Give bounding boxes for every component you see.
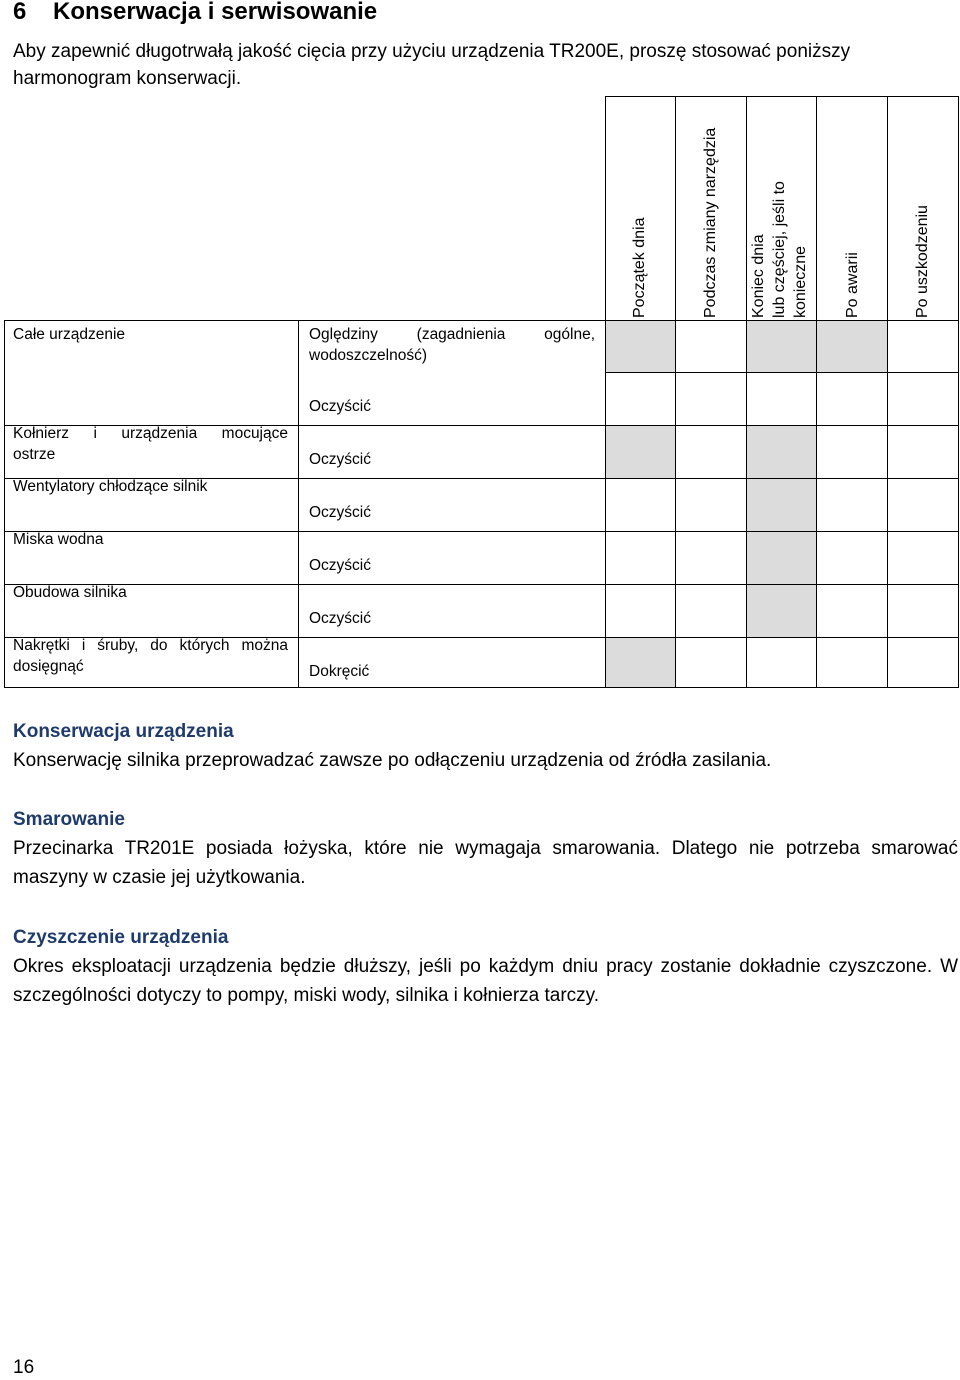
part-wentylatory: Wentylatory chłodzące silnik bbox=[13, 478, 208, 495]
section-smarowanie bbox=[13, 805, 958, 892]
shaded-cell bbox=[746, 478, 816, 531]
part-kolnierz-line2: ostrze bbox=[13, 445, 56, 463]
section-title: Konserwacja i serwisowanie bbox=[53, 0, 378, 25]
section-konserwacja-title: Konserwacja urządzenia bbox=[13, 721, 234, 742]
part-cale-urzadzenie: Całe urządzenie bbox=[13, 326, 126, 343]
part-obudowa-silnika: Obudowa silnika bbox=[13, 584, 127, 601]
action-oczyscic-2: Oczyścić bbox=[309, 451, 371, 468]
action-oczyscic-3: Oczyścić bbox=[309, 504, 371, 521]
section-smarowanie-body: Przecinarka TR201E posiada łożyska, które nie wymagaja smarowania. Dlatego nie potrzeba smarować maszyny w czasie jej użytkowania. bbox=[13, 838, 958, 888]
shaded-cell bbox=[746, 425, 816, 478]
part-kolnierz-line1: Kołnierz i urządzenia mocujące bbox=[13, 425, 288, 442]
shaded-cell bbox=[605, 320, 675, 372]
part-miska-wodna: Miska wodna bbox=[13, 531, 104, 548]
section-konserwacja bbox=[13, 717, 958, 775]
part-kolnierz bbox=[13, 424, 288, 465]
shaded-cell bbox=[746, 531, 816, 584]
section-czyszczenie-body: Okres eksploatacji urządzenia będzie dłuższy, jeśli po każdym dniu pracy zostanie dokładnie czyszczone. W szczególności dotyczy to pompy, miski wody, silnika i kołnierza tarczy. bbox=[13, 956, 958, 1006]
column-header-koniec-dnia-3: konieczne bbox=[792, 245, 809, 318]
section-number: 6 bbox=[13, 0, 27, 25]
maintenance-schedule-table bbox=[4, 0, 960, 700]
section-czyszczenie bbox=[13, 923, 958, 1010]
shaded-cell bbox=[746, 320, 816, 372]
action-ogledziny-line1: Oględziny (zagadnienia ogólne, bbox=[309, 326, 595, 343]
shaded-cell bbox=[746, 584, 816, 637]
column-header-koniec-dnia-1: Koniec dnia bbox=[750, 234, 767, 318]
part-nakretki-line1: Nakrętki i śruby, do których można bbox=[13, 637, 288, 654]
section-czyszczenie-title: Czyszczenie urządzenia bbox=[13, 927, 229, 948]
action-oczyscic-5: Oczyścić bbox=[309, 610, 371, 627]
action-dokrecic: Dokręcić bbox=[309, 663, 370, 680]
action-oczyscic-1: Oczyścić bbox=[309, 398, 371, 415]
action-oczyscic-4: Oczyścić bbox=[309, 557, 371, 574]
shaded-cell bbox=[605, 425, 675, 478]
column-header-podczas-zmiany: Podczas zmiany narzędzia bbox=[702, 127, 719, 318]
page-number: 16 bbox=[13, 1357, 35, 1378]
column-header-po-uszkodzeniu: Po uszkodzeniu bbox=[914, 205, 931, 318]
column-header-po-awarii: Po awarii bbox=[844, 252, 861, 318]
section-konserwacja-body: Konserwację silnika przeprowadzać zawsze po odłączeniu urządzenia od źródła zasilania. bbox=[13, 750, 772, 771]
section-smarowanie-title: Smarowanie bbox=[13, 809, 125, 830]
action-ogledziny bbox=[309, 325, 595, 366]
part-nakretki bbox=[13, 636, 288, 677]
shaded-cell bbox=[816, 320, 887, 372]
column-header-koniec-dnia-2: lub częściej, jeśli to bbox=[771, 181, 788, 318]
intro-paragraph: Aby zapewnić długotrwałą jakość cięcia przy użyciu urządzenia TR200E, proszę stosować poniższy harmonogram konserwacji. bbox=[13, 41, 851, 89]
column-header-poczatek-dnia: Początek dnia bbox=[631, 217, 648, 318]
action-ogledziny-line2: wodoszczelność) bbox=[309, 346, 428, 364]
part-nakretki-line2: dosięgnąć bbox=[13, 657, 84, 675]
shaded-cell bbox=[605, 637, 675, 688]
